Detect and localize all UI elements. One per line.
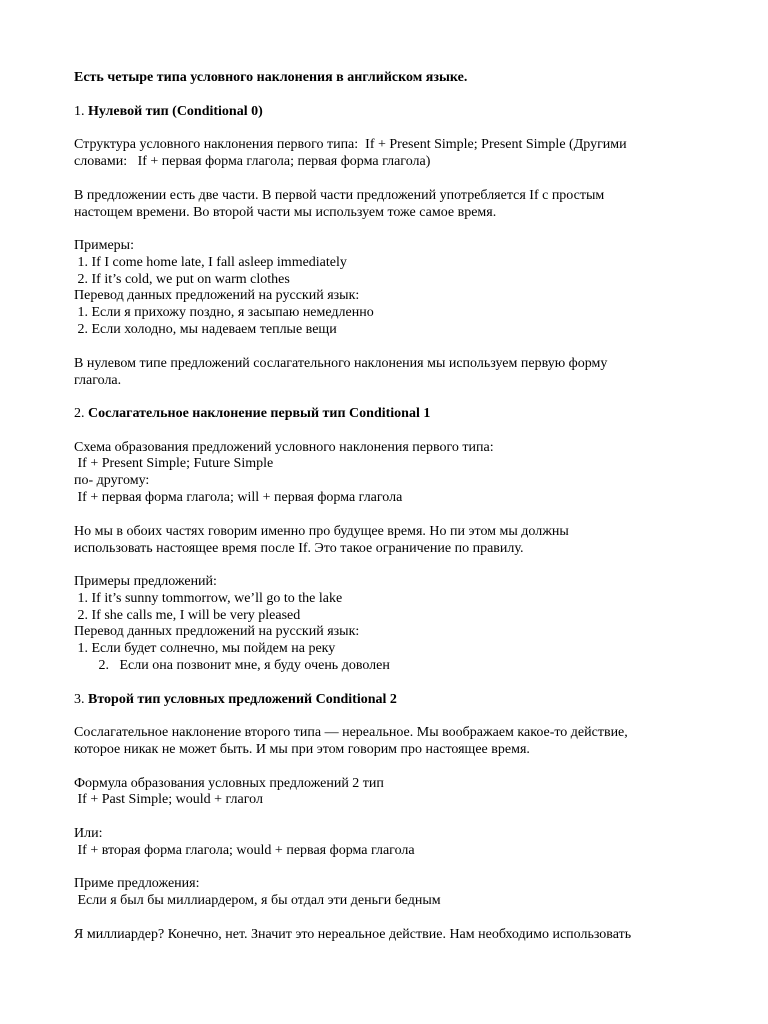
section3-example-label: Приме предложения: bbox=[74, 876, 200, 891]
section1-translation-2: 2. Если холодно, мы надеваем теплые вещи bbox=[74, 322, 337, 337]
section1-summary-line1: В нулевом типе предложений сослагательного наклонения мы используем первую форму bbox=[74, 356, 608, 371]
section1-example-1: 1. If I come home late, I fall asleep immediately bbox=[74, 255, 347, 270]
section1-translation-1: 1. Если я прихожу поздно, я засыпаю немедленно bbox=[74, 305, 374, 320]
section3-explain-line1: Сослагательное наклонение второго типа — нереальное. Мы воображаем какое-то действие, bbox=[74, 725, 628, 740]
section1-examples-label: Примеры: bbox=[74, 238, 134, 253]
section2-number: 2. bbox=[74, 406, 85, 421]
section2-heading bbox=[74, 406, 430, 423]
section3-number: 3. bbox=[74, 692, 85, 707]
section1-explain-line2: настощем времени. Во второй части мы используем тоже самое время. bbox=[74, 205, 497, 220]
section3-closing-line: Я миллиардер? Конечно, нет. Значит это нереальное действие. Нам необходимо использовать bbox=[74, 927, 632, 942]
section1-example-2: 2. If it’s cold, we put on warm clothes bbox=[74, 272, 290, 287]
section3-title: Второй тип условных предложений Conditional 2 bbox=[88, 692, 397, 707]
section1-title: Нулевой тип (Conditional 0) bbox=[88, 104, 263, 119]
section2-explain-line2: использовать настоящее время после If. Это такое ограничение по правилу. bbox=[74, 541, 524, 556]
section1-structure-line2: словами: If + первая форма глагола; первая форма глагола) bbox=[74, 154, 431, 169]
section1-summary-line2: глагола. bbox=[74, 373, 122, 388]
section1-explain-line1: В предложении есть две части. В первой части предложений употребляется If с простым bbox=[74, 188, 605, 203]
section1-translation-label: Перевод данных предложений на русский язык: bbox=[74, 288, 360, 303]
section1-structure-line1: Структура условного наклонения первого типа: If + Present Simple; Present Simple (Другими bbox=[74, 137, 627, 152]
section2-explain-line1: Но мы в обоих частях говорим именно про будущее время. Но пи этом мы должны bbox=[74, 524, 569, 539]
intro-heading: Есть четыре типа условного наклонения в английском языке. bbox=[74, 70, 468, 85]
section2-alt-formula: If + первая форма глагола; will + первая форма глагола bbox=[74, 490, 403, 505]
section2-translation-label: Перевод данных предложений на русский язык: bbox=[74, 624, 360, 639]
section3-example: Если я был бы миллиардером, я бы отдал эти деньги бедным bbox=[74, 893, 441, 908]
section2-translation-1: 1. Если будет солнечно, мы пойдем на реку bbox=[74, 641, 336, 656]
section2-scheme-label: Схема образования предложений условного наклонения первого типа: bbox=[74, 440, 494, 455]
section3-alt-formula: If + вторая форма глагола; would + первая форма глагола bbox=[74, 843, 415, 858]
section3-explain-line2: которое никак не может быть. И мы при этом говорим про настоящее время. bbox=[74, 742, 530, 757]
section2-title: Сослагательное наклонение первый тип Conditional 1 bbox=[88, 406, 431, 421]
section3-formula: If + Past Simple; would + глагол bbox=[74, 792, 263, 807]
section3-or-label: Или: bbox=[74, 826, 103, 841]
section2-scheme-formula: If + Present Simple; Future Simple bbox=[74, 456, 274, 471]
section3-heading bbox=[74, 692, 397, 709]
section1-number: 1. bbox=[74, 104, 85, 119]
section2-example-1: 1. If it’s sunny tommorrow, we’ll go to the lake bbox=[74, 591, 343, 606]
section2-examples-label: Примеры предложений: bbox=[74, 574, 217, 589]
section3-formula-label: Формула образования условных предложений 2 тип bbox=[74, 776, 384, 791]
section2-alt-label: по- другому: bbox=[74, 473, 150, 488]
section1-heading bbox=[74, 104, 263, 121]
section2-translation-2: 2. Если она позвонит мне, я буду очень доволен bbox=[74, 658, 390, 673]
section2-example-2: 2. If she calls me, I will be very pleased bbox=[74, 608, 301, 623]
